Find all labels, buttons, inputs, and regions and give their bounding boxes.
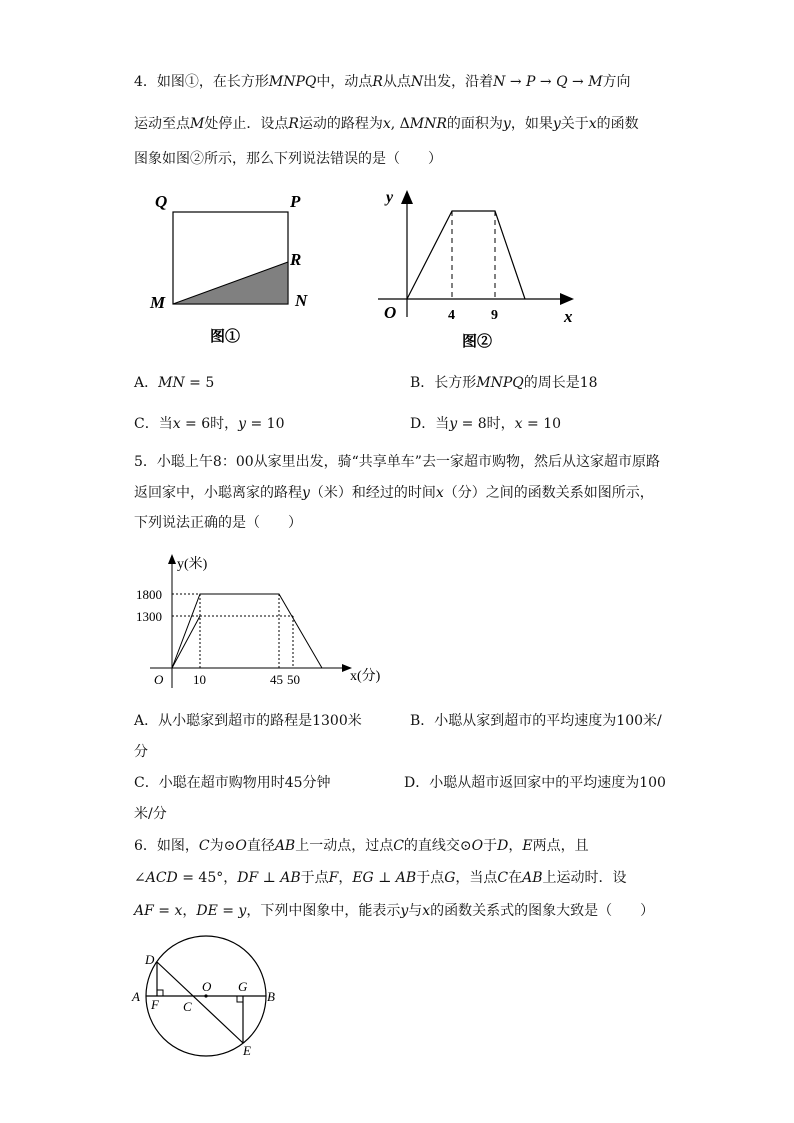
- label-e: E: [243, 1043, 251, 1058]
- q4-option-d: D．当𝑦 = 8时，𝑥 = 10: [410, 416, 562, 432]
- right-angle-g: [237, 996, 243, 1002]
- q4-line-2: 运动至点𝑀处停止．设点𝑅运动的路程为𝑥, Δ𝑀𝑁𝑅的面积为𝑦，如果𝑦关于𝑥的函数: [134, 116, 639, 132]
- label-x: x: [564, 307, 573, 326]
- figure-1-caption: 图①: [210, 329, 241, 345]
- figure-2-caption: 图②: [462, 334, 493, 350]
- label-o: O: [202, 979, 212, 994]
- x-tick-10: 10: [193, 672, 206, 687]
- label-origin: O: [384, 303, 397, 322]
- q5-option-d-line-2: 米/分: [134, 806, 167, 822]
- q5-option-a: A．从小聪家到超市的路程是1300米: [134, 713, 362, 729]
- q4-line-3: 图象如图②所示，那么下列说法错误的是（ ）: [134, 151, 442, 167]
- label-c: C: [183, 999, 192, 1014]
- q4-option-b: B．长方形𝑀𝑁𝑃𝑄的周长是18: [410, 375, 598, 391]
- q4-line-1: 4．如图①，在长方形𝑀𝑁𝑃𝑄中，动点𝑅从点𝑁出发，沿着𝑁 → 𝑃 → 𝑄 → 𝑀方向: [134, 74, 631, 90]
- y-axis-arrow: [401, 190, 413, 204]
- tick-4: 4: [448, 308, 455, 323]
- q5-option-b-line-2: 分: [134, 744, 148, 760]
- x-axis-label: x(分): [350, 669, 381, 684]
- q5-line-2: 返回家中，小聪离家的路程𝑦（米）和经过的时间𝑥（分）之间的函数关系如图所示，: [134, 485, 654, 501]
- q5-option-b-line-1: B．小聪从家到超市的平均速度为100米/: [410, 713, 662, 729]
- label-b: B: [267, 989, 275, 1004]
- q4-option-a: A．𝑀𝑁 = 5: [134, 375, 215, 391]
- label-f: F: [151, 997, 159, 1012]
- shaded-triangle-mnr: [173, 262, 288, 304]
- label-d: D: [145, 952, 155, 967]
- q5-option-c: C．小聪在超市购物用时45分钟: [134, 775, 331, 791]
- y-axis-label: y(米): [177, 557, 208, 572]
- label-m: M: [150, 293, 166, 312]
- y-tick-1800: 1800: [136, 587, 162, 602]
- label-n: N: [295, 291, 308, 310]
- line-to-1300: [172, 616, 200, 668]
- x-tick-45: 45: [270, 672, 283, 687]
- q4-option-c: C．当𝑥 = 6时，𝑦 = 10: [134, 416, 285, 432]
- q6-circle-figure: [128, 930, 288, 1062]
- origin-label: O: [154, 672, 164, 687]
- label-y: y: [386, 189, 394, 206]
- q5-line-1: 5．小聪上午8：00从家里出发，骑“共享单车”去一家超市购物，然后从这家超市原路: [134, 454, 660, 470]
- q6-line-2: ∠𝐴𝐶𝐷 = 45°，𝐷𝐹 ⊥ 𝐴𝐵于点𝐹，𝐸𝐺 ⊥ 𝐴𝐵于点𝐺，当点𝐶在𝐴𝐵上运动时．设: [134, 870, 627, 886]
- y-tick-1300: 1300: [136, 609, 162, 624]
- x-axis-arrow: [560, 293, 574, 305]
- label-g: G: [238, 979, 248, 994]
- y-axis-arrow: [168, 554, 176, 564]
- q4-figure-1: [140, 185, 330, 350]
- function-graph: [407, 211, 525, 299]
- x-tick-50: 50: [287, 672, 300, 687]
- label-r: R: [290, 250, 302, 269]
- label-q: Q: [155, 192, 168, 211]
- chord-de: [157, 962, 243, 1043]
- q6-line-1: 6．如图，𝐶为⊙𝑂直径𝐴𝐵上一动点，过点𝐶的直线交⊙𝑂于𝐷，𝐸两点，且: [134, 838, 589, 854]
- label-p: P: [290, 192, 301, 211]
- q5-chart: [130, 548, 400, 693]
- center-o-dot: [204, 994, 207, 997]
- q6-line-3: 𝐴𝐹 = 𝑥，𝐷𝐸 = 𝑦，下列中图象中，能表示𝑦与𝑥的函数关系式的图象大致是（ ）: [134, 903, 655, 919]
- label-a: A: [132, 989, 140, 1004]
- q4-figure-2: [370, 182, 580, 354]
- q5-line-3: 下列说法正确的是（ ）: [134, 515, 302, 531]
- q5-option-d-line-1: D．小聪从超市返回家中的平均速度为100: [404, 775, 666, 791]
- tick-9: 9: [491, 308, 498, 323]
- right-angle-f: [157, 990, 163, 996]
- distance-graph: [172, 594, 322, 668]
